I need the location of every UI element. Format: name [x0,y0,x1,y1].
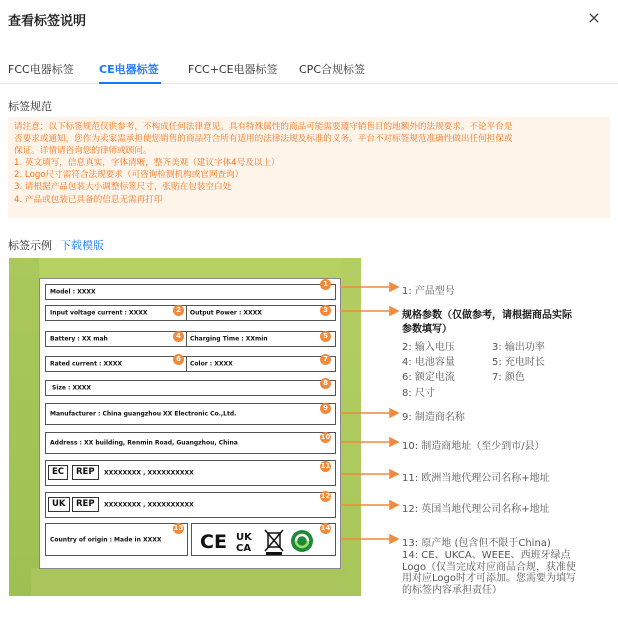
label-row-uk-rep: UK REP XXXXXXXX , XXXXXXXXXX [45,492,336,518]
annotation-spec-title-2: 参数填写） [402,324,452,335]
close-icon[interactable]: × [587,8,601,27]
badge-8: 8 [320,378,331,389]
example-title: 标签示例 [8,239,52,252]
annotation-14: 14: CE、UKCA、WEEE、西班牙绿点 Logo（仅当完成对应商品合规，获准使 用对应Logo时才可添加。您需要为填写 的标签内容承担责任） [402,550,576,596]
badge-2: 2 [173,305,184,316]
ec-rep-rep-tag: REP [72,465,99,480]
tab-fcc-ce[interactable]: FCC+CE电器标签 [188,63,278,76]
annotation-7: 7: 颜色 [492,372,525,383]
annotation-5: 5: 充电时长 [492,357,545,368]
label-row-model: Model : XXXX [45,284,336,300]
ukca-mark-ca: CA [236,543,252,554]
badge-5: 5 [320,331,331,342]
spec-section-title: 标签规范 [8,100,52,113]
label-row-ec-rep: EC REP XXXXXXXX , XXXXXXXXXX [45,460,336,486]
annotation-2: 2: 输入电压 [402,342,455,353]
notice-line: 保证。详情请咨询您的律师或顾问。 [14,146,152,157]
badge-13: 13 [173,524,184,532]
notice-line: 2. Logo尺寸需符合法规要求（可咨询检测机构或官网查询） [14,170,244,181]
tab-ce[interactable]: CE电器标签 [99,63,159,76]
annotation-12: 12: 英国当地代理公司名称+地址 [402,504,550,515]
label-row-current-color: Rated current : XXXX Color : XXXX [45,356,336,372]
badge-4: 4 [173,331,184,342]
tab-cpc[interactable]: CPC合规标签 [299,63,365,76]
annotation-8: 8: 尺寸 [402,388,435,399]
badge-3: 3 [320,305,331,316]
notice-line: 3. 请根据产品包装大小调整标签尺寸，张贴在包装空白处 [14,182,232,193]
label-row-manufacturer: Manufacturer : China guangzhou XX Electronic Co.,Ltd. [45,403,336,425]
label-row-battery-charging: Battery : XX mah Charging Time : XXmin [45,331,336,347]
annotation-10: 10: 制造商地址（至少到市/县） [402,441,545,452]
badge-14: 14 [320,524,331,532]
annotation-4: 4: 电池容量 [402,357,455,368]
notice-line: 否要求或通知，您作为卖家需承担使您销售的商品符合所有适用的法律法规及标准的义务。平台不对标签规范准确性做出任何担保或 [14,134,513,145]
annotation-spec-title: 规格参数（仅做参考，请根据商品实际 [402,310,572,321]
dialog-title: 查看标签说明 [8,14,87,29]
badge-11: 11 [320,462,331,470]
badge-12: 12 [320,492,331,500]
annotation-3: 3: 输出功率 [492,342,545,353]
uk-rep-rep-tag: REP [72,497,99,512]
annotation-13: 13: 原产地 (包含但不限于China) [402,538,551,549]
notice-line: 4. 产品或包装已具备的信息无需再打印 [14,194,163,205]
label-row-origin: Country of origin : Made in XXXX [45,523,188,556]
download-template-link[interactable]: 下载模版 [60,239,104,252]
notice-line: 请注意：以下标签规范仅供参考，不构成任何法律意见。具有特殊属性的商品可能需要遵守销售目的地额外的法规要求。不论平台是 [14,122,513,132]
annotation-6: 6: 额定电流 [402,372,455,383]
ce-mark: CE [200,531,227,553]
badge-9: 9 [320,403,331,414]
ukca-mark-uk: UK [236,532,252,543]
label-row-address: Address : XX building, Renmin Road, Guangzhou, China [45,432,336,454]
badge-1: 1 [320,279,331,290]
notice-line: 1. 英文填写，信息真实，字体清晰，整齐美观（建议字体4号及以上） [14,158,280,169]
annotation-1: 1: 产品型号 [402,286,455,297]
badge-10: 10 [320,433,331,441]
uk-rep-tag: UK [48,497,70,512]
badge-6: 6 [173,354,184,365]
label-row-size: Size : XXXX [45,380,336,396]
ec-rep-tag: EC [48,465,68,480]
tab-fcc[interactable]: FCC电器标签 [8,63,74,76]
annotation-11: 11: 欧洲当地代理公司名称+地址 [402,473,550,484]
label-row-voltage-power: Input voltage current : XXXX Output Power : XXXX [45,305,336,321]
annotation-9: 9: 制造商名称 [402,412,465,423]
badge-7: 7 [320,354,331,365]
